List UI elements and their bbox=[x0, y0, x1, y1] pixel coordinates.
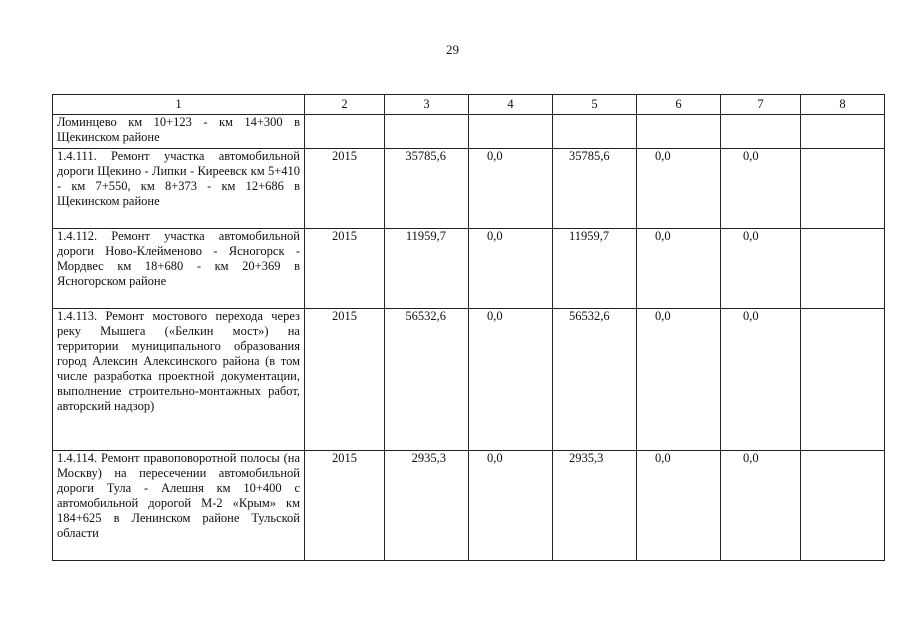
value-cell: 0,0 bbox=[721, 229, 801, 309]
year-cell bbox=[305, 115, 385, 149]
value-cell bbox=[801, 149, 885, 229]
data-table bbox=[52, 94, 885, 561]
value-cell: 0,0 bbox=[721, 309, 801, 451]
value-cell bbox=[553, 115, 637, 149]
value-cell bbox=[801, 115, 885, 149]
value-cell: 0,0 bbox=[637, 309, 721, 451]
total-cell: 2935,3 bbox=[385, 451, 469, 561]
value-cell bbox=[721, 115, 801, 149]
header-cell: 8 bbox=[801, 95, 885, 115]
value-cell: 0,0 bbox=[637, 451, 721, 561]
total-cell bbox=[385, 115, 469, 149]
value-cell bbox=[801, 451, 885, 561]
value-cell: 0,0 bbox=[469, 309, 553, 451]
value-cell: 0,0 bbox=[469, 451, 553, 561]
value-cell: 0,0 bbox=[469, 229, 553, 309]
table-row bbox=[53, 229, 885, 309]
table-row bbox=[53, 115, 885, 149]
table-row bbox=[53, 451, 885, 561]
value-cell: 35785,6 bbox=[553, 149, 637, 229]
header-cell: 2 bbox=[305, 95, 385, 115]
year-cell: 2015 bbox=[305, 451, 385, 561]
value-cell bbox=[469, 115, 553, 149]
value-cell: 0,0 bbox=[721, 451, 801, 561]
header-cell: 3 bbox=[385, 95, 469, 115]
value-cell bbox=[801, 229, 885, 309]
table-header-row bbox=[53, 95, 885, 115]
value-cell: 0,0 bbox=[637, 229, 721, 309]
value-cell: 11959,7 bbox=[553, 229, 637, 309]
header-cell: 1 bbox=[53, 95, 305, 115]
year-cell: 2015 bbox=[305, 309, 385, 451]
value-cell: 0,0 bbox=[469, 149, 553, 229]
table-row bbox=[53, 149, 885, 229]
header-cell: 6 bbox=[637, 95, 721, 115]
header-cell: 5 bbox=[553, 95, 637, 115]
header-cell: 7 bbox=[721, 95, 801, 115]
row-description: Ломинцево км 10+123 - км 14+300 в Щекинском районе bbox=[53, 115, 305, 149]
year-cell: 2015 bbox=[305, 229, 385, 309]
total-cell: 35785,6 bbox=[385, 149, 469, 229]
row-description: 1.4.113. Ремонт мостового перехода через реку Мышега («Белкин мост») на территории муниципального образования город Алексин Алексинского района (в том числе разработка проектной документации, выполнение строительно-монтажных работ, авторский надзор) bbox=[53, 309, 305, 451]
year-cell: 2015 bbox=[305, 149, 385, 229]
table-row bbox=[53, 309, 885, 451]
value-cell: 0,0 bbox=[637, 149, 721, 229]
row-description: 1.4.114. Ремонт правоповоротной полосы (на Москву) на пересечении автомобильной дороги Тула - Алешня км 10+400 с автомобильной дорогой М-2 «Крым» км 184+625 в Ленинском районе Тульской области bbox=[53, 451, 305, 561]
value-cell: 0,0 bbox=[721, 149, 801, 229]
total-cell: 11959,7 bbox=[385, 229, 469, 309]
value-cell bbox=[637, 115, 721, 149]
header-cell: 4 bbox=[469, 95, 553, 115]
value-cell: 56532,6 bbox=[553, 309, 637, 451]
total-cell: 56532,6 bbox=[385, 309, 469, 451]
row-description: 1.4.112. Ремонт участка автомобильной дороги Ново-Клейменово - Ясногорск - Мордвес км 18+680 - км 20+369 в Ясногорском районе bbox=[53, 229, 305, 309]
value-cell: 2935,3 bbox=[553, 451, 637, 561]
row-description: 1.4.111. Ремонт участка автомобильной дороги Щекино - Липки - Киреевск км 5+410 - км 7+550, км 8+373 - км 12+686 в Щекинском районе bbox=[53, 149, 305, 229]
page-number: 29 bbox=[446, 42, 459, 57]
value-cell bbox=[801, 309, 885, 451]
